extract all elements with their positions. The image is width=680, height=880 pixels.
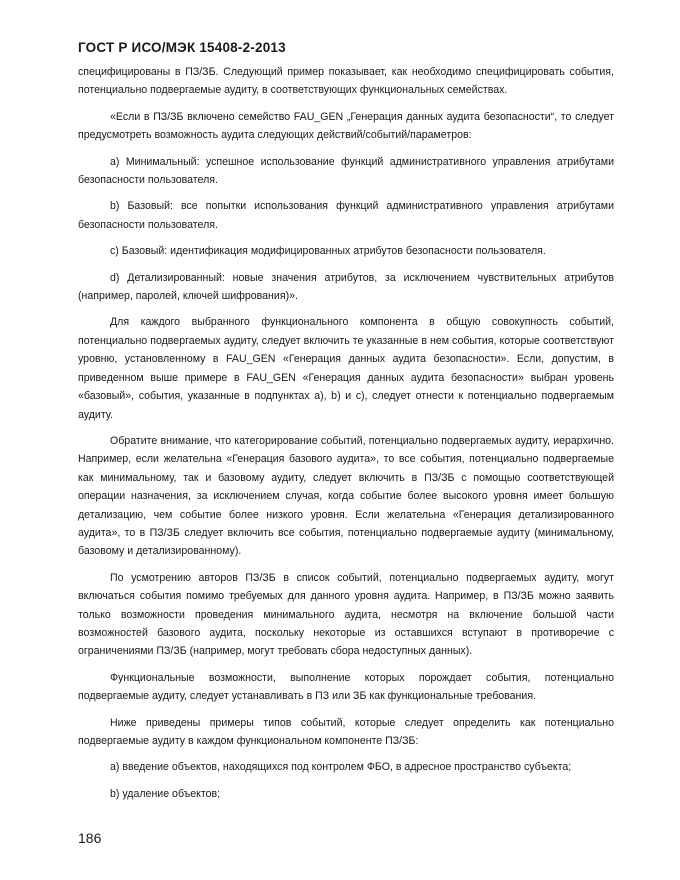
list-item: b) Базовый: все попытки использования функций административного управления атрибутами безопасности пользователя. (78, 200, 614, 231)
paragraph: «Если в ПЗ/ЗБ включено семейство FAU_GEN „Генерация данных аудита безопасности“, то следует предусмотреть возможность аудита следующих действий/событий/параметров: (78, 110, 614, 142)
paragraph: По усмотрению авторов ПЗ/ЗБ в список событий, потенциально подвергаемых аудиту, могут включаться события помимо требуемых для данного уровня аудита. Например, в ПЗ/ЗБ можно заявить только возможности проведения минимального аудита, несмотря на включение большой части возможностей базового аудита, поскольку некоторые из оставшихся вступают в противоречие с ограничениями ПЗ/ЗБ (например, могут требовать сбора недоступных данных). (78, 571, 614, 658)
paragraph: Обратите внимание, что категорирование событий, потенциально подвергаемых аудиту, иерархично. Например, если желательна «Генерация базового аудита», то все события, потенциально подвергаемые как минимальному, так и базовому аудиту, следует включить в ПЗ/ЗБ с помощью соответствующей операции назначения, за исключением случая, когда событие более высокого уровня имеет большую детализацию, чем событие более низкого уровня. Если желательна «Генерация детализированного аудита», то в ПЗ/ЗБ следует включить все события, потенциально подвергаемые аудиту (минимальному, базовому и детализированному). (78, 434, 614, 558)
paragraph: специфицированы в ПЗ/ЗБ. Следующий пример показывает, как необходимо специфицировать события, потенциально подвергаемые аудиту, в соответствующих функциональных семействах. (78, 66, 614, 97)
list-item: a) Минимальный: успешное использование функций административного управления атрибутами безопасности пользователя. (78, 155, 614, 187)
document-body (78, 63, 614, 811)
list-item: c) Базовый: идентификация модифицированных атрибутов безопасности пользователя. (110, 245, 546, 258)
paragraph: Ниже приведены примеры типов событий, которые следует определить как потенциально подвергаемые аудиту в каждом функциональном компоненте ПЗ/ЗБ: (78, 716, 614, 747)
paragraph: Функциональные возможности, выполнение которых порождает события, потенциально подвергаемые аудиту, следует устанавливать в ПЗ или ЗБ как функциональные требования. (78, 671, 614, 703)
list-item: a) введение объектов, находящихся под контролем ФБО, в адресное пространство субъекта; (110, 761, 572, 774)
document-header: ГОСТ Р ИСО/МЭК 15408-2-2013 (78, 40, 286, 55)
list-item: d) Детализированный: новые значения атрибутов, за исключением чувствительных атрибутов (например, паролей, ключей шифрования)». (78, 271, 614, 303)
list-item: b) удаление объектов; (110, 787, 221, 800)
paragraph: Для каждого выбранного функционального компонента в общую совокупность событий, потенциально подвергаемых аудиту, следует включить те указанные в нем события, которые соответствуют уровню, установленному в FAU_GEN «Генерация данных аудита безопасности». Если, допустим, в приведенном выше примере в FAU_GEN «Генерация данных аудита безопасности» выбран уровень «базовый», события, указанные в подпунктах a), b) и c), следует отнести к потенциально подвергаемым аудиту. (78, 316, 614, 421)
page-number: 186 (78, 830, 102, 846)
